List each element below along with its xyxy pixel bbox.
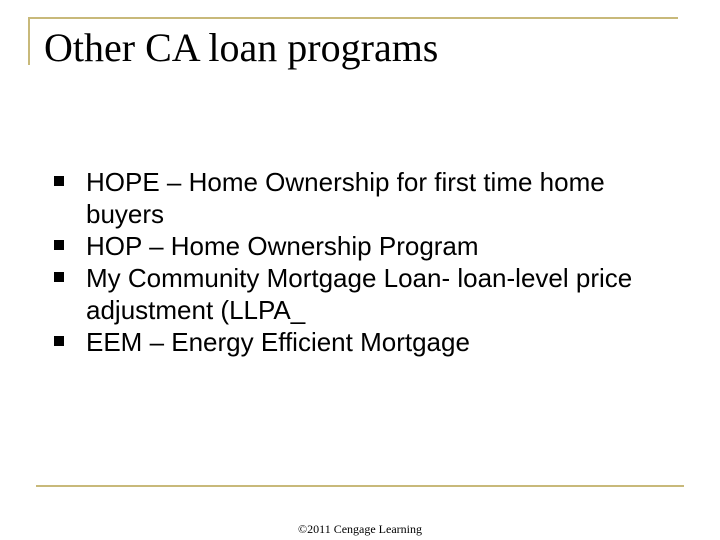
bullet-text: HOP – Home Ownership Program [86, 231, 479, 261]
copyright-footer: ©2011 Cengage Learning [298, 522, 422, 536]
slide-title: Other CA loan programs [44, 25, 439, 70]
bullet-text: EEM – Energy Efficient Mortgage [86, 327, 470, 357]
square-bullet-icon [54, 272, 64, 282]
footer-rule [36, 485, 684, 487]
bullet-text: My Community Mortgage Loan- loan-level price adjustment (LLPA_ [86, 263, 633, 325]
title-frame-left-rule [28, 17, 30, 65]
bullet-text: HOPE – Home Ownership for first time home buyers [86, 167, 605, 229]
title-frame-top-rule [28, 17, 678, 19]
square-bullet-icon [54, 240, 64, 250]
bullet-item [54, 166, 674, 230]
bullet-item [54, 326, 674, 358]
square-bullet-icon [54, 176, 64, 186]
square-bullet-icon [54, 336, 64, 346]
bullet-item [54, 230, 674, 262]
bullet-list [54, 166, 674, 358]
bullet-item [54, 262, 674, 326]
